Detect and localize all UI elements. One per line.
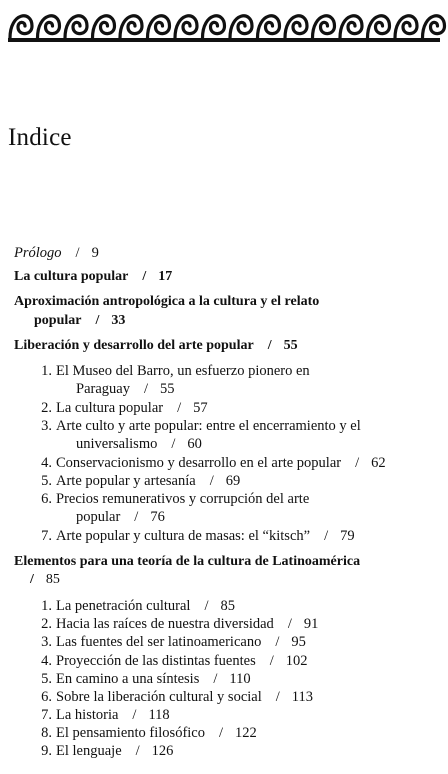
toc-page: 118	[148, 707, 170, 723]
toc-page: 17	[158, 269, 173, 284]
toc-page: 102	[285, 653, 308, 669]
toc-page: 9	[91, 245, 99, 261]
toc-page: 110	[229, 671, 251, 687]
toc-entry-prologo[interactable]: Prólogo / 9	[14, 245, 99, 261]
item-number: 1.	[41, 598, 52, 614]
item-number: 3.	[41, 634, 52, 650]
toc-item-cont: popular / 76	[76, 509, 165, 525]
toc-item[interactable]	[32, 490, 309, 508]
item-number: 5.	[41, 473, 52, 489]
item-number: 6.	[41, 491, 52, 507]
toc-page: 79	[340, 528, 355, 544]
toc-label: Elementos para una teoría de la cultura de Latinoamérica	[14, 554, 361, 569]
toc-label: La cultura popular	[56, 400, 164, 416]
toc-item[interactable]	[32, 417, 361, 435]
toc-item[interactable]: 5. En camino a una síntesis / 110	[32, 670, 251, 688]
toc-label: El pensamiento filosófico	[56, 725, 205, 741]
toc-entry-elementos[interactable]	[14, 553, 360, 571]
toc-item[interactable]: 4. Conservacionismo y desarrollo en el arte popular / 62	[32, 454, 386, 472]
toc-page: 33	[111, 313, 126, 328]
toc-page: 55	[159, 381, 175, 397]
toc-page: 113	[291, 689, 313, 705]
toc-item[interactable]: 2. La cultura popular / 57	[32, 399, 208, 417]
toc-item[interactable]: 7. Arte popular y cultura de masas: el “kitsch” / 79	[32, 527, 355, 545]
item-number: 4.	[41, 653, 52, 669]
item-number: 8.	[41, 725, 52, 741]
toc-page: 95	[291, 634, 306, 650]
toc-page: 91	[303, 616, 319, 632]
toc-page: 62	[371, 455, 386, 471]
item-number: 7.	[41, 707, 52, 723]
toc-entry-cultura-popular[interactable]: La cultura popular / 17	[14, 269, 173, 284]
toc-entry-liberacion[interactable]: Liberación y desarrollo del arte popular / 55	[14, 338, 298, 353]
toc-label: popular	[34, 313, 82, 328]
toc-label: La penetración cultural	[56, 598, 191, 614]
toc-label: Arte popular y cultura de masas: el “kitsch”	[56, 528, 311, 544]
toc-page: 76	[150, 509, 165, 525]
toc-label: Hacia las raíces de nuestra diversidad	[56, 616, 274, 632]
toc-label: Arte popular y artesanía	[56, 473, 196, 489]
toc-label: Sobre la liberación cultural y social	[56, 689, 262, 705]
page-title: Indice	[8, 124, 72, 151]
toc-page: 85	[220, 598, 235, 614]
toc-item[interactable]	[32, 362, 310, 380]
toc-entry-elementos-cont: / 85	[30, 572, 60, 587]
toc-item[interactable]: 1. La penetración cultural / 85	[32, 597, 235, 615]
toc-label: Paraguay	[76, 381, 130, 397]
toc-entry-aproximacion[interactable]	[14, 293, 319, 311]
item-number: 2.	[41, 400, 52, 416]
item-number: 6.	[41, 689, 52, 705]
item-number: 9.	[41, 743, 52, 759]
toc-item[interactable]: 9. El lenguaje / 126	[32, 742, 173, 760]
item-number: 2.	[41, 616, 52, 632]
item-number: 5.	[41, 671, 52, 687]
spiral-ornament	[0, 0, 448, 46]
toc-item[interactable]: 4. Proyección de las distintas fuentes / 102	[32, 652, 308, 670]
toc-page: 126	[151, 743, 174, 759]
toc-label: Arte culto y arte popular: entre el encerramiento y el	[56, 418, 361, 434]
toc-item[interactable]: 6. Sobre la liberación cultural y social / 113	[32, 688, 313, 706]
toc-label: Las fuentes del ser latinoamericano	[56, 634, 262, 650]
toc-label: Prólogo	[14, 245, 62, 261]
toc-item-cont: universalismo / 60	[76, 436, 202, 452]
toc-page: 69	[225, 473, 241, 489]
toc-label: En camino a una síntesis	[56, 671, 200, 687]
toc-page: 60	[187, 436, 202, 452]
toc-entry-aproximacion-cont: popular / 33	[34, 313, 126, 328]
item-number: 4.	[41, 455, 52, 471]
decorative-border	[0, 0, 448, 46]
toc-page: 55	[283, 338, 298, 353]
toc-item[interactable]: 7. La historia / 118	[32, 706, 170, 724]
toc-label: Aproximación antropológica a la cultura y el relato	[14, 294, 320, 309]
toc-label: universalismo	[76, 436, 158, 452]
toc-item-cont: Paraguay / 55	[76, 381, 175, 397]
toc-label: Precios remunerativos y corrupción del arte	[56, 491, 310, 507]
toc-page: 85	[45, 572, 60, 587]
toc-item[interactable]: 2. Hacia las raíces de nuestra diversidad / 91	[32, 615, 318, 633]
toc-label: El Museo del Barro, un esfuerzo pionero en	[56, 363, 310, 379]
toc-item[interactable]: 8. El pensamiento filosófico / 122	[32, 724, 257, 742]
toc-page: 57	[193, 400, 208, 416]
toc-label: Liberación y desarrollo del arte popular	[14, 338, 254, 353]
item-number: 7.	[41, 528, 52, 544]
toc-page: 122	[235, 725, 257, 741]
item-number: 3.	[41, 418, 52, 434]
toc-item[interactable]: 5. Arte popular y artesanía / 69	[32, 472, 240, 490]
toc-label: El lenguaje	[56, 743, 122, 759]
toc-label: popular	[76, 509, 121, 525]
toc-label: Conservacionismo y desarrollo en el arte popular	[56, 455, 342, 471]
toc-label: La cultura popular	[14, 269, 129, 284]
item-number: 1.	[41, 363, 52, 379]
toc-item[interactable]: 3. Las fuentes del ser latinoamericano / 95	[32, 633, 306, 651]
toc-label: La historia	[56, 707, 119, 723]
toc-label: Proyección de las distintas fuentes	[56, 653, 256, 669]
